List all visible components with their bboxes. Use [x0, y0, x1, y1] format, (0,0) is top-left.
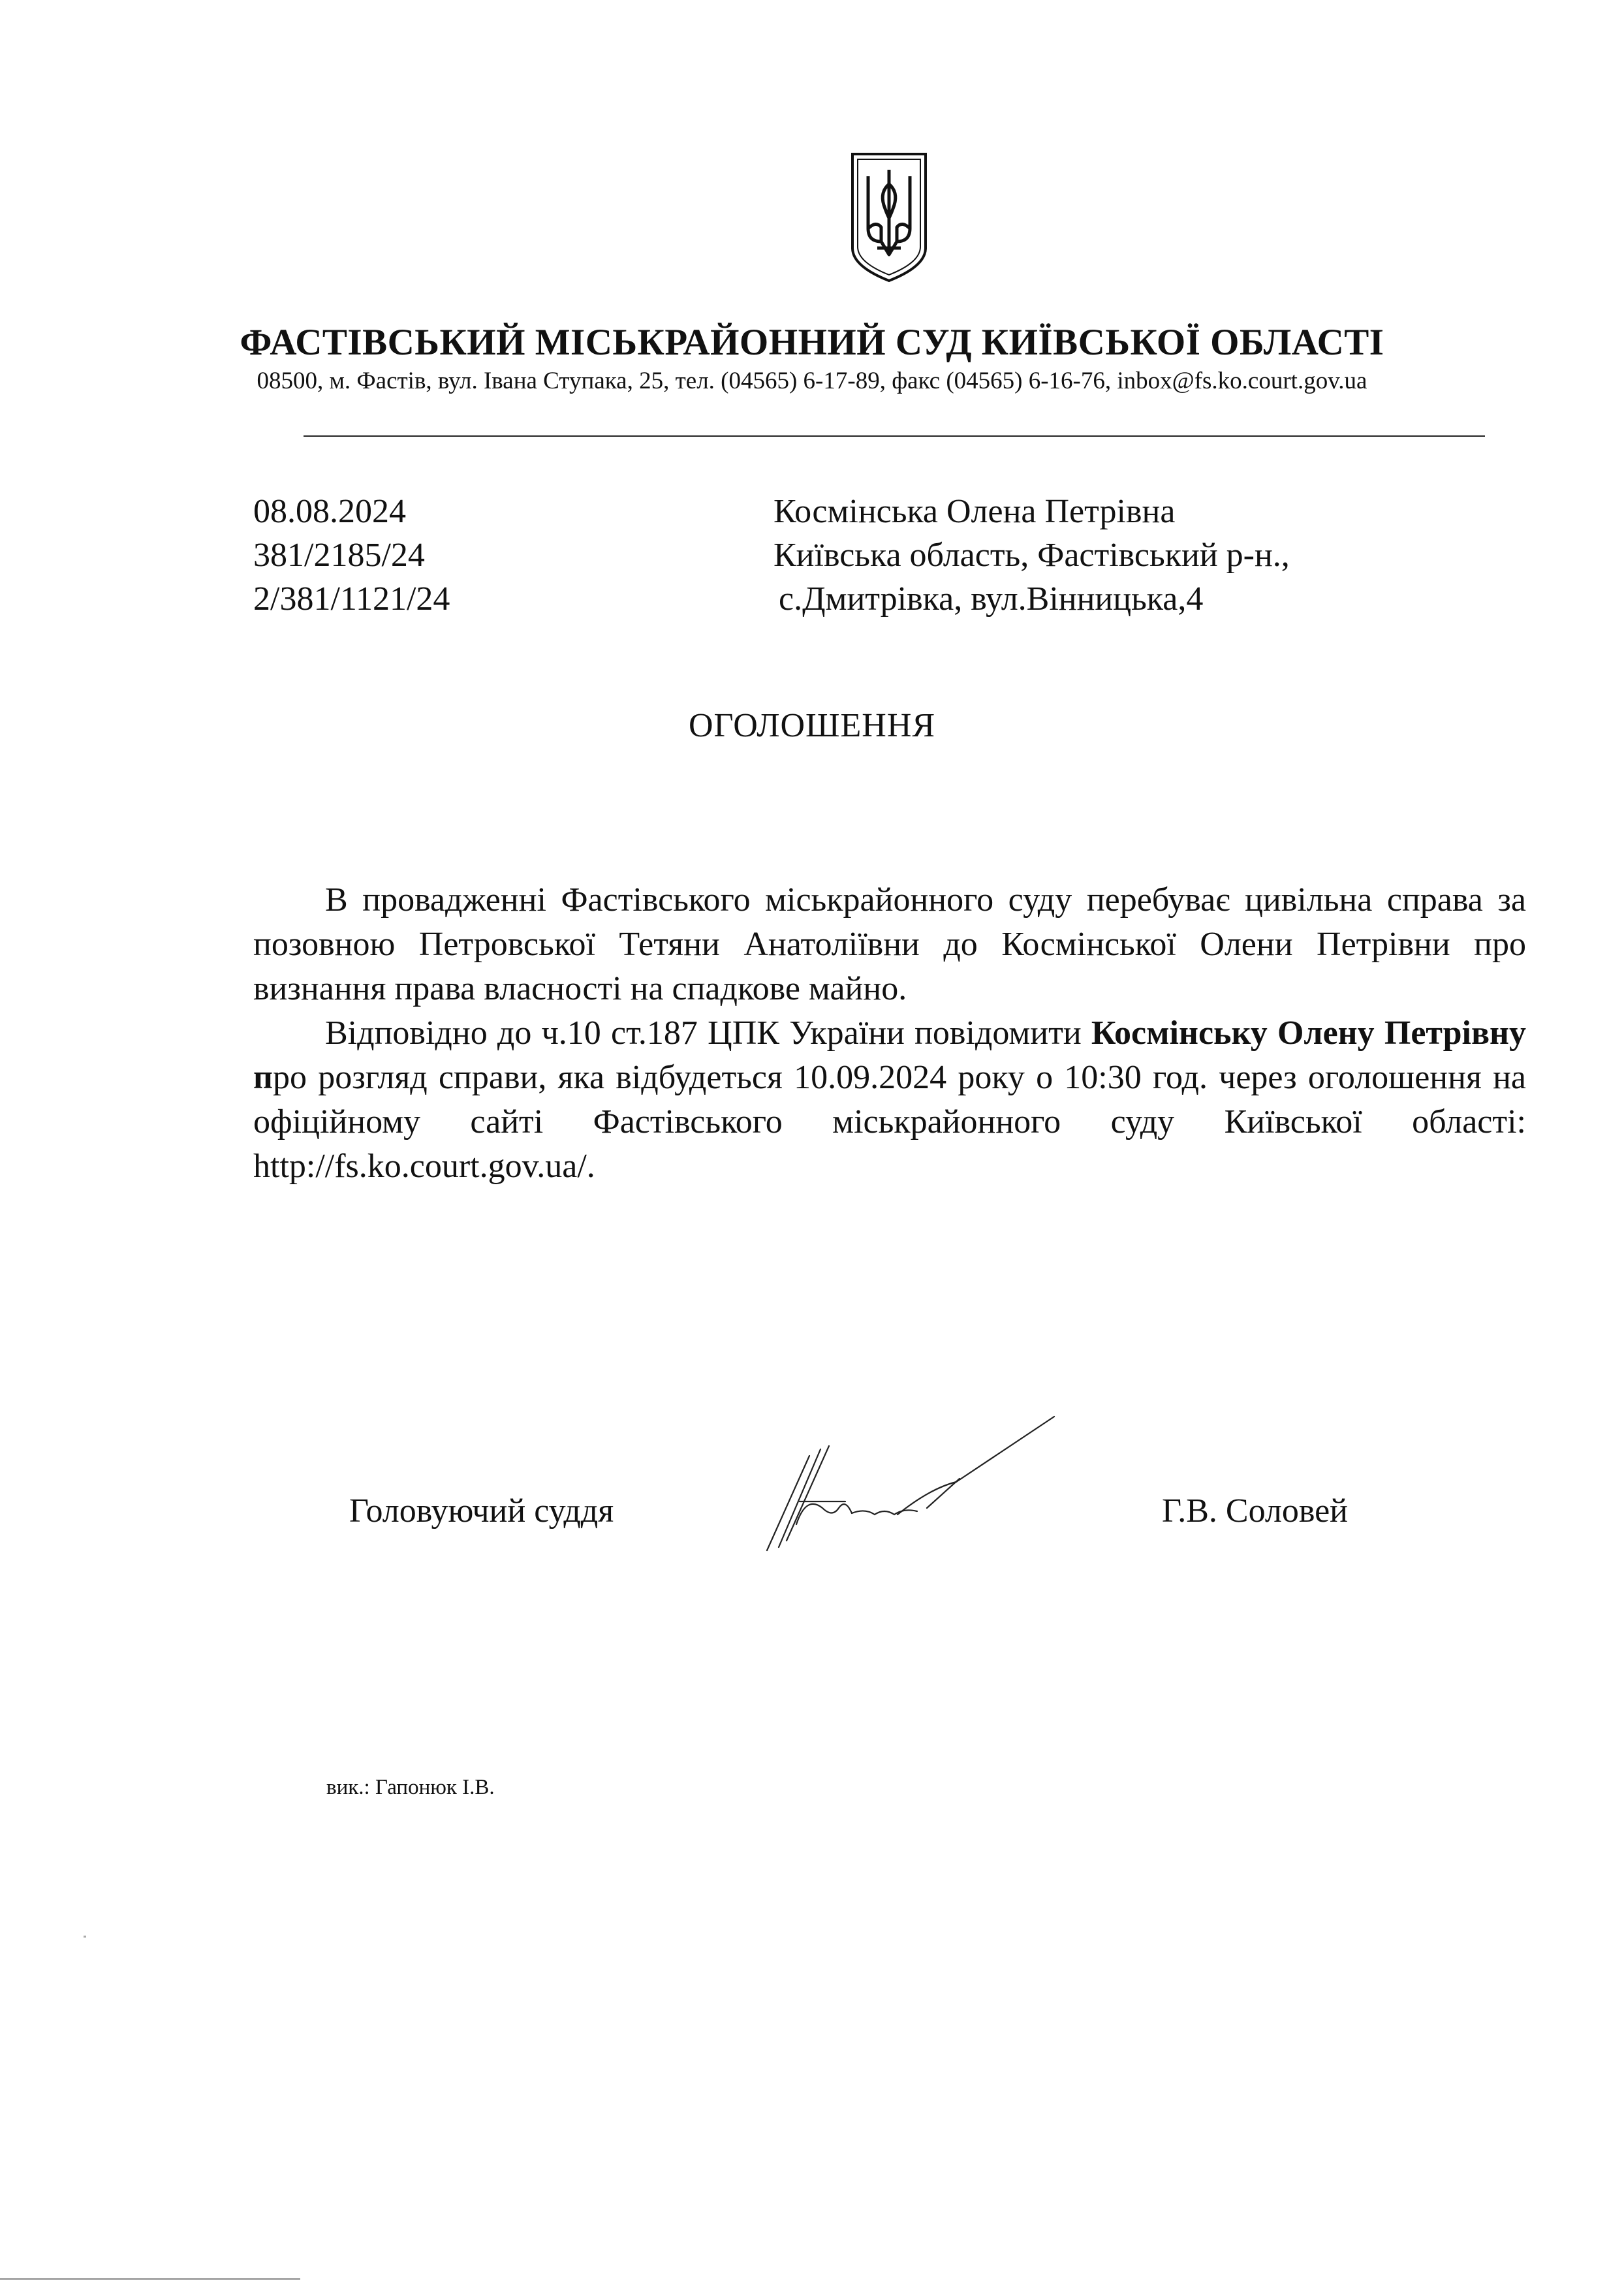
- body-paragraph-2-end: ро розгляд справи, яка відбудеться 10.09.2024 року о 10:30 год. через оголошення на офіційному сайті Фастівського міськрайонного суду Київської області: http://fs.ko.court.gov.ua/.: [253, 1059, 1526, 1185]
- body-paragraph-1: В провадженні Фастівського міськрайонного суду перебуває цивільна справа за позовною Петровської Тетяни Анатоліївни до Космінської Олени Петрівни про визнання права власності на спадкове майно.: [253, 881, 1526, 1007]
- notice-body: [253, 878, 1526, 1189]
- recipient-address-line2: с.Дмитрівка, вул.Вінницька,4: [779, 580, 1204, 618]
- court-contacts: 08500, м. Фастів, вул. Івана Ступака, 25, тел. (04565) 6-17-89, факс (04565) 6-16-76, inbox@fs.ko.court.gov.ua: [257, 368, 1367, 394]
- document-references: [253, 490, 450, 621]
- defendant-name-bold: Космінську Олену Петрівну п: [253, 1014, 1526, 1096]
- judge-signature: [760, 1410, 1074, 1560]
- recipient-block: [773, 490, 1290, 621]
- court-name: ФАСТІВСЬКИЙ МІСЬКРАЙОННИЙ СУД КИЇВСЬКОЇ ОБЛАСТІ: [240, 322, 1384, 363]
- ukraine-trident-icon: [849, 150, 929, 284]
- scan-artifact: [84, 1936, 86, 1938]
- recipient-address-line1: Київська область, Фастівський р-н.,: [773, 537, 1290, 574]
- document-date: 08.08.2024: [253, 493, 406, 530]
- footer-line: [0, 2278, 300, 2280]
- proceeding-number: 2/381/1121/24: [253, 580, 450, 618]
- recipient-name: Космінська Олена Петрівна: [773, 493, 1176, 530]
- case-number: 381/2185/24: [253, 537, 425, 574]
- header-divider: [304, 435, 1485, 437]
- body-paragraph-2-start: Відповідно до ч.10 ст.187 ЦПК України повідомити: [325, 1014, 1091, 1052]
- signer-name: Г.В. Соловей: [1162, 1492, 1348, 1530]
- body-paragraph-2: [253, 1011, 1526, 1189]
- signer-position: Головуючий суддя: [349, 1492, 614, 1530]
- executor-note: вик.: Гапонюк І.В.: [326, 1776, 495, 1799]
- document-title: ОГОЛОШЕННЯ: [688, 707, 936, 744]
